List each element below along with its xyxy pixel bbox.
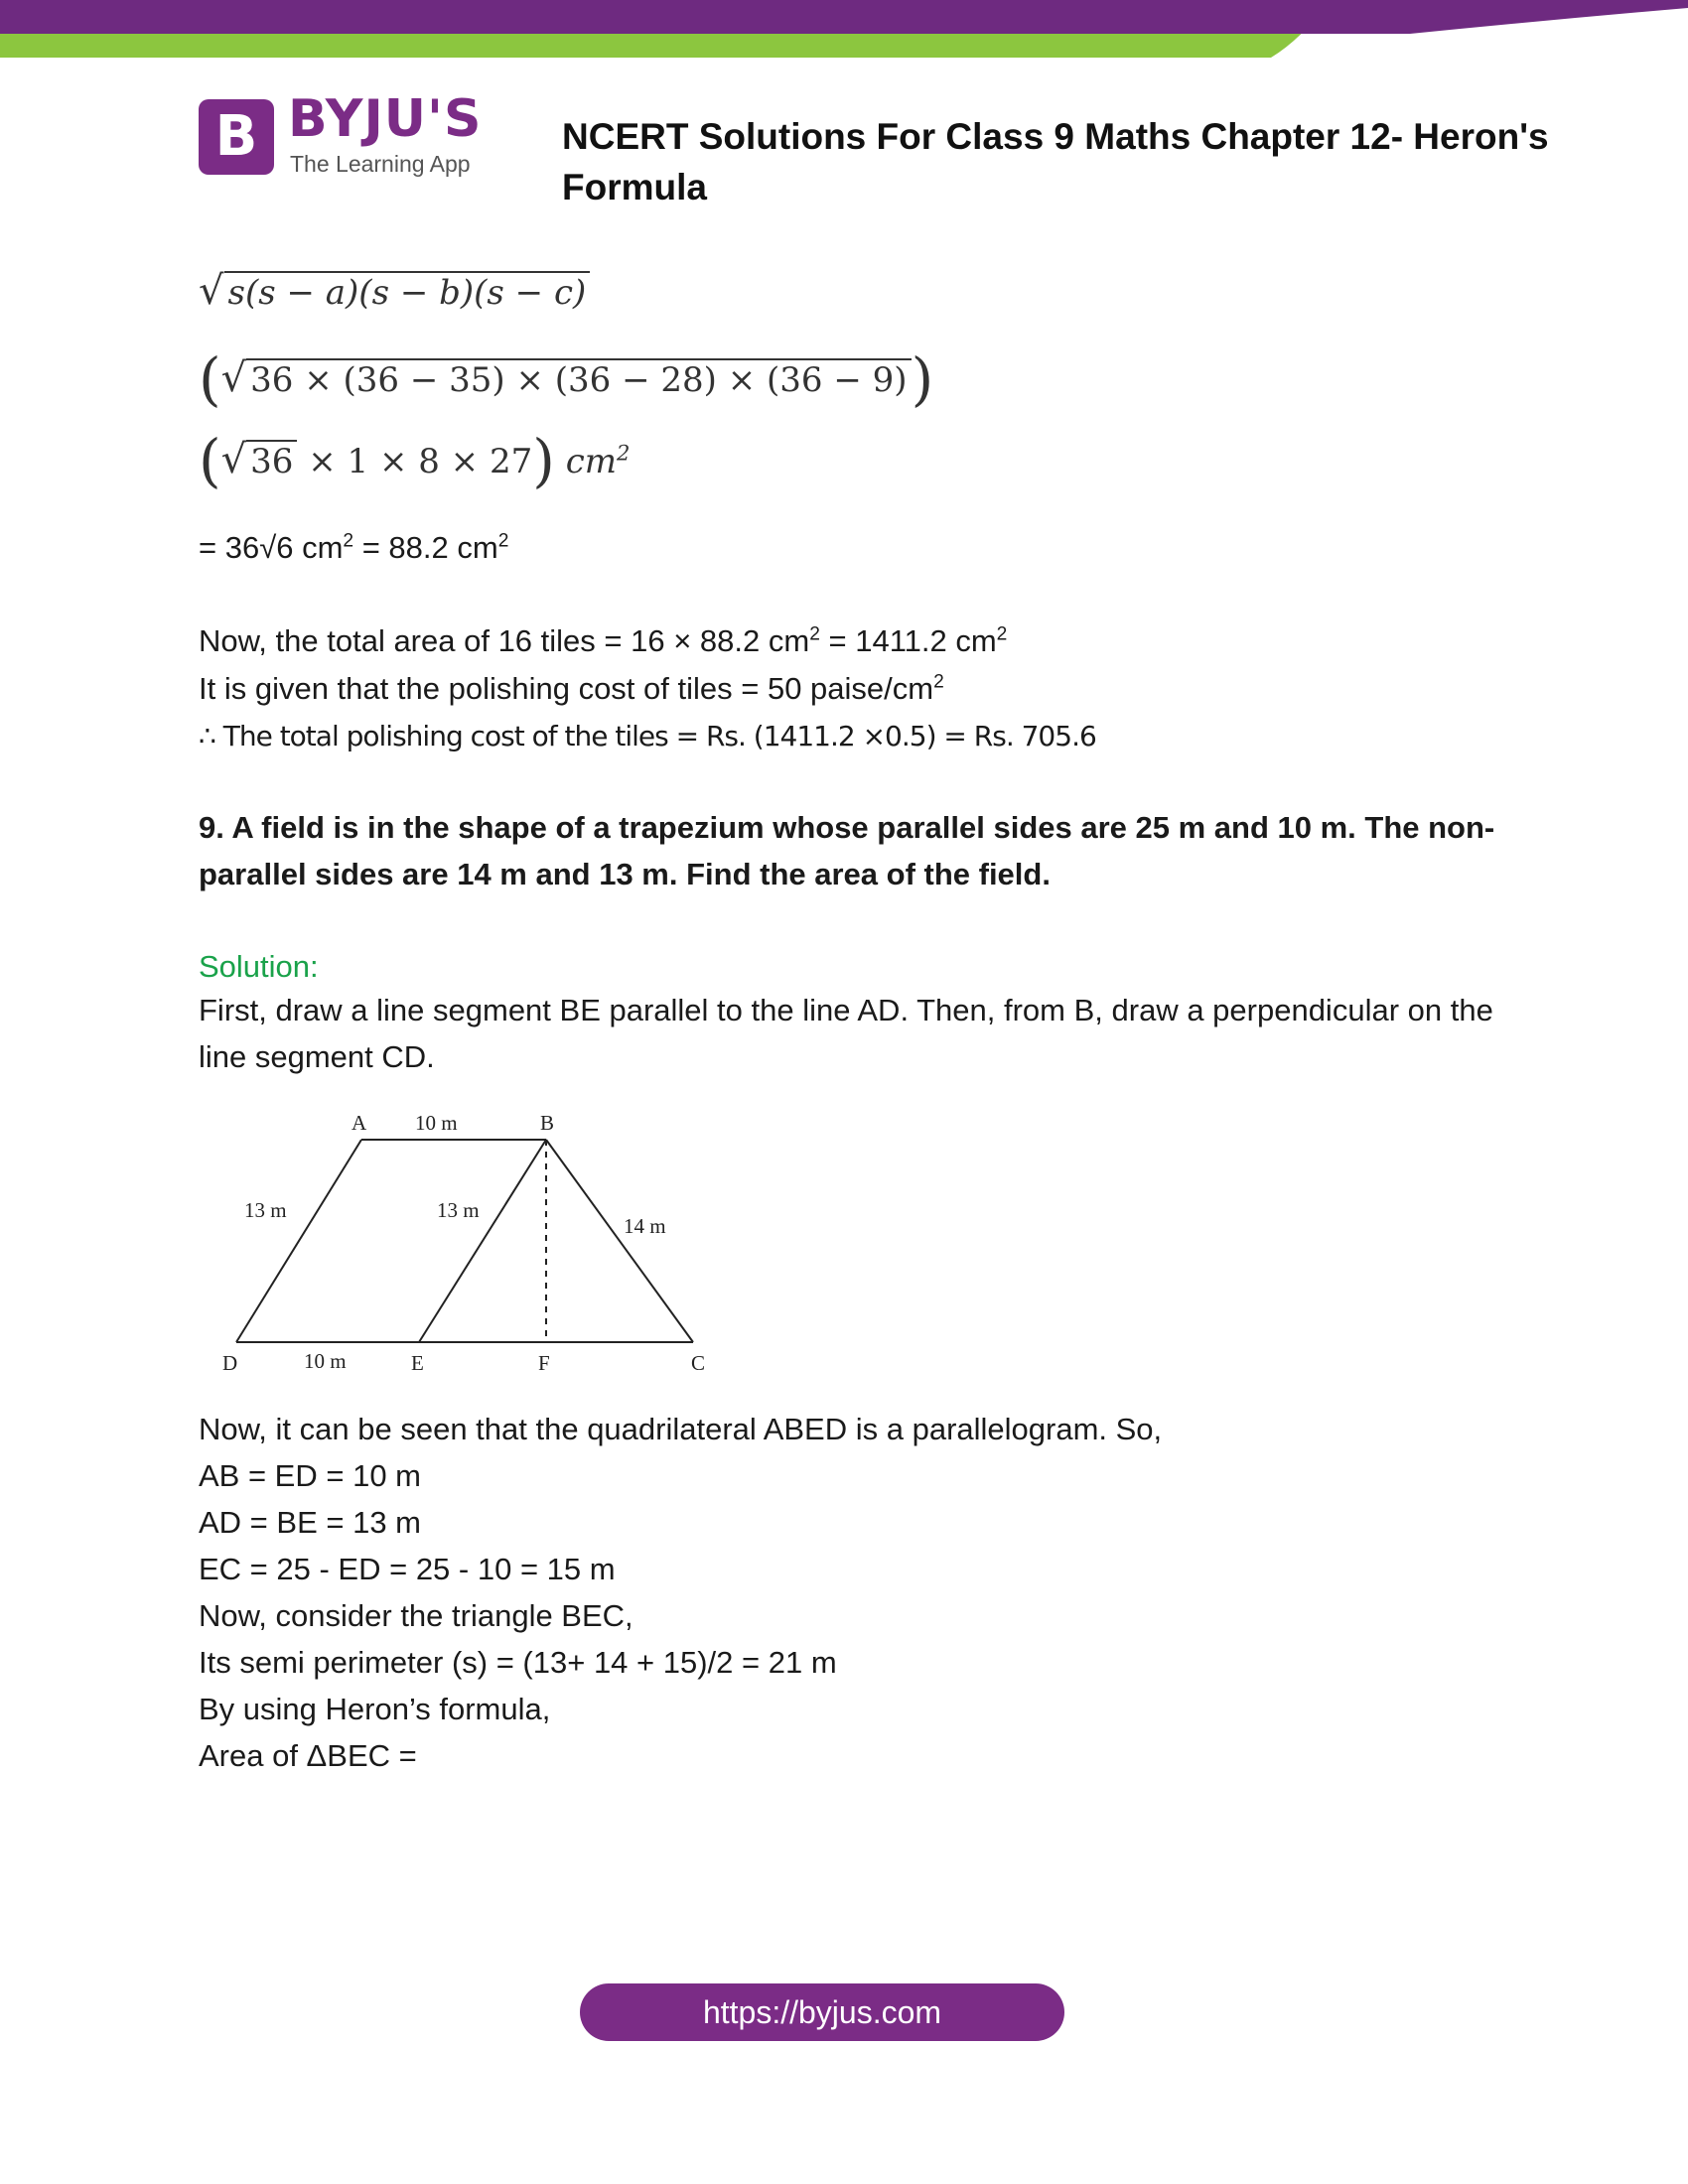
- footer-link[interactable]: [580, 1983, 1064, 2041]
- question-9: 9. A field is in the shape of a trapezium whose parallel sides are 25 m and 10 m. The non-parallel sides are 14 m and 13 m. Find the area of the field.: [199, 810, 1495, 891]
- total-cost-line: ∴ The total polishing cost of the tiles = Rs. (1411.2 ×0.5) = Rs. 705.6: [199, 720, 1096, 752]
- point-d-label: D: [222, 1351, 238, 1375]
- superscript: 2: [996, 623, 1008, 645]
- side-ad: [236, 1140, 361, 1342]
- superscript: 2: [497, 530, 509, 552]
- label-ab: 10 m: [415, 1111, 458, 1135]
- trapezium-figure: [199, 1104, 715, 1382]
- point-f-label: F: [538, 1351, 550, 1375]
- text-run: = 88.2 cm: [353, 530, 498, 565]
- footer-url[interactable]: https://byjus.com: [702, 1993, 942, 2030]
- area-result-line: [199, 528, 508, 568]
- text-run: It is given that the polishing cost of tiles = 50 paise/cm: [199, 671, 934, 706]
- point-a-label: A: [352, 1111, 367, 1135]
- page-header: [199, 89, 1609, 224]
- logo-mark: [199, 99, 274, 175]
- solution-step: AD = BE = 13 m: [199, 1505, 421, 1540]
- step2-unit: cm: [565, 442, 617, 481]
- document-title: NCERT Solutions For Class 9 Maths Chapter 12- Heron's Formula: [562, 116, 1549, 207]
- logo-letter: B: [214, 104, 258, 169]
- solution-step: Now, it can be seen that the quadrilateral ABED is a parallelogram. So,: [199, 1412, 1163, 1446]
- logo-tagline: The Learning App: [290, 151, 471, 177]
- superscript: 2: [809, 623, 820, 645]
- byjus-logo[interactable]: [199, 89, 496, 185]
- solution-label: Solution:: [199, 949, 319, 984]
- text-run: Now, the total area of 16 tiles = 16 × 88.2 cm: [199, 623, 810, 658]
- heron-formula: [199, 268, 590, 314]
- square-root: √ 36 × (36 − 35) × (36 − 28) × (36 − 9): [221, 355, 912, 401]
- text-run: = 1411.2 cm: [819, 623, 997, 658]
- side-bc: [546, 1140, 693, 1342]
- label-be: 13 m: [437, 1198, 480, 1222]
- point-c-label: C: [691, 1351, 706, 1375]
- solution-step: EC = 25 - ED = 25 - 10 = 15 m: [199, 1552, 616, 1586]
- label-ad: 13 m: [244, 1198, 287, 1222]
- step2-rest: × 1 × 8 × 27: [297, 442, 533, 481]
- solution-step: Its semi perimeter (s) = (13+ 14 + 15)/2 = 21 m: [199, 1645, 837, 1680]
- point-b-label: B: [540, 1111, 555, 1135]
- formula-step-1: (√ 36 × (36 − 35) × (36 − 28) × (36 − 9)): [199, 345, 934, 413]
- solution-intro: First, draw a line segment BE parallel to the line AD. Then, from B, draw a perpendicular on the line segment CD.: [199, 993, 1493, 1074]
- total-area-line: [199, 621, 1007, 661]
- label-de: 10 m: [304, 1349, 347, 1373]
- solution-step: AB = ED = 10 m: [199, 1458, 421, 1493]
- top-banner: [0, 0, 1688, 79]
- purple-band: [0, 0, 1688, 34]
- side-be: [419, 1140, 546, 1342]
- square-root: √ s(s − a)(s − b)(s − c): [199, 268, 590, 314]
- solution-step: Area of ΔBEC =: [199, 1738, 417, 1773]
- text-run: = 36√6 cm: [199, 530, 344, 565]
- label-bc: 14 m: [624, 1214, 666, 1238]
- solution-step: Now, consider the triangle BEC,: [199, 1598, 633, 1633]
- step2-root: 36: [246, 440, 297, 481]
- step1-expression: 36 × (36 − 35) × (36 − 28) × (36 − 9): [246, 358, 911, 400]
- step2-exponent: 2: [617, 440, 631, 466]
- superscript: 2: [933, 671, 944, 693]
- formula-step-2: (√ 36 × 1 × 8 × 27) $cm^2$: [199, 427, 631, 494]
- polishing-rate-line: [199, 669, 944, 709]
- heron-expression: s(s − a)(s − b)(s − c): [224, 271, 591, 313]
- superscript: 2: [343, 530, 354, 552]
- square-root: √ 36: [221, 437, 298, 482]
- point-e-label: E: [411, 1351, 424, 1375]
- logo-wordmark: BYJU'S: [288, 89, 483, 149]
- solution-step: By using Heron’s formula,: [199, 1692, 551, 1726]
